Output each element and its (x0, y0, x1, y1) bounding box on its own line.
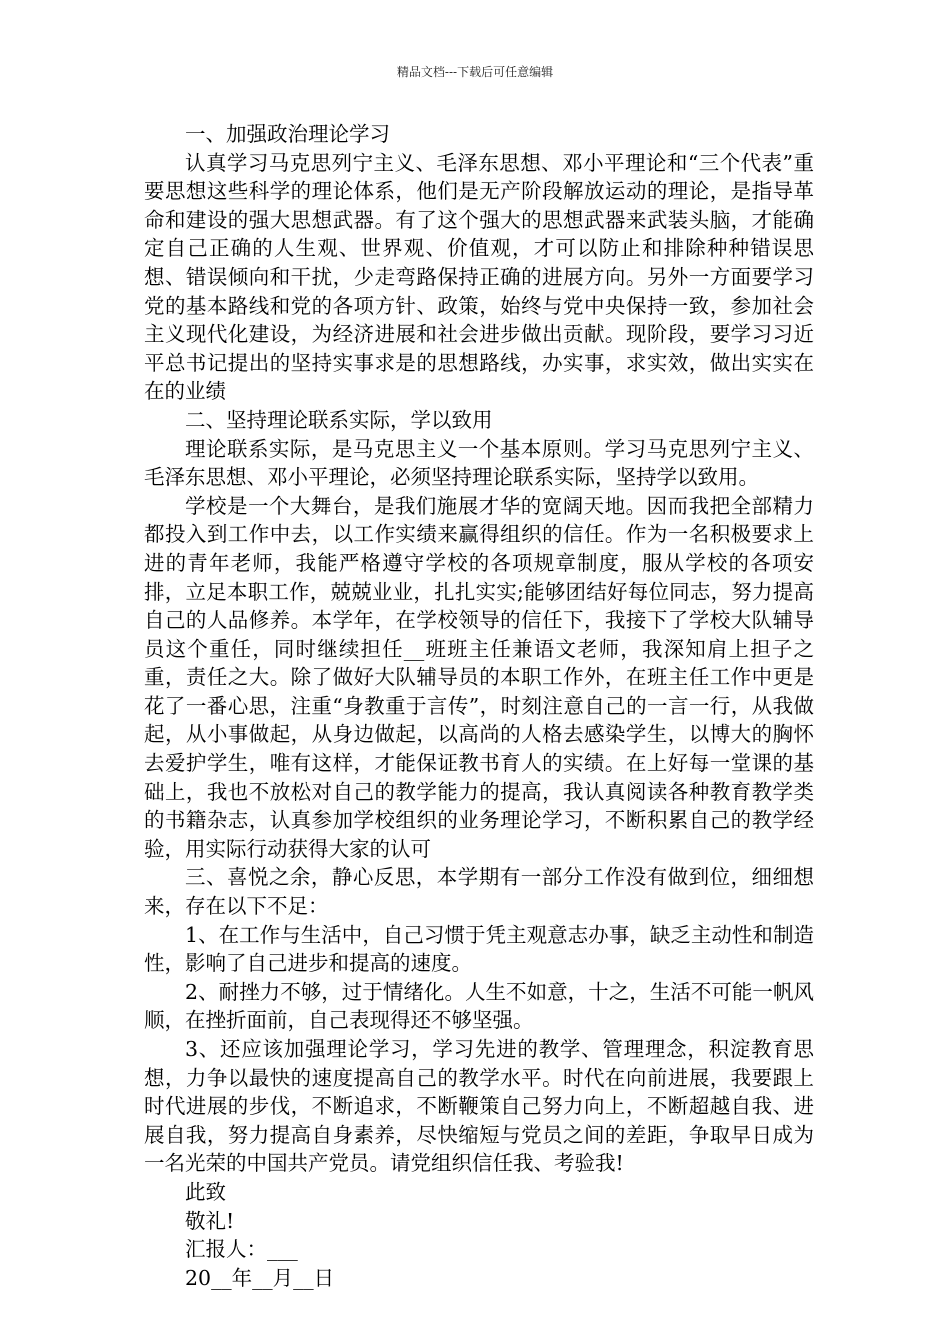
paragraph-3: 学校是一个大舞台，是我们施展才华的宽阔天地。因而我把全部精力都投入到工作中去，以工作实绩来赢得组织的信任。作为一名积极要求上进的青年老师，我能严格遵守学校的各项规章制度，服从学校的各项安排，立足本职工作，兢兢业业，扎扎实实;能够团结好每位同志，努力提高自己的人品修养。本学年，在学校领导的信任下，我接下了学校大队辅导员这个重任，同时继续担任__班班主任兼语文老师，我深知肩上担子之重，责任之大。除了做好大队辅导员的本职工作外，在班主任工作中更是花了一番心思，注重“身教重于言传”，时刻注意自己的一言一行，从我做起，从小事做起，从身边做起，以高尚的人格去感染学生，以博大的胸怀去爱护学生，唯有这样，才能保证教书育人的实绩。在上好每一堂课的基础上，我也不放松对自己的教学能力的提高，我认真阅读各种教育教学类的书籍杂志，认真参加学校组织的业务理论学习，不断积累自己的教学经验，用实际行动获得大家的认可 (144, 493, 814, 861)
list-item-1: 1、在工作与生活中，自己习惯于凭主观意志办事，缺乏主动性和制造性，影响了自己进步和提高的速度。 (144, 922, 814, 976)
date-line: 20__年__月__日 (185, 1265, 335, 1290)
reporter-line: 汇报人：___ (185, 1237, 298, 1262)
section-heading-2: 二、坚持理论联系实际，学以致用 (185, 407, 493, 432)
list-item-2: 2、耐挫力不够，过于情绪化。人生不如意，十之，生活不可能一帆风顺，在挫折面前，自己表现得还不够坚强。 (144, 979, 814, 1033)
list-item-3: 3、还应该加强理论学习，学习先进的教学、管理理念，积淀教育思想，力争以最快的速度提高自己的教学水平。时代在向前进展，我要跟上时代进展的步伐，不断追求，不断鞭策自己努力向上，不断超越自我、进展自我，努力提高自身素养，尽快缩短与党员之间的差距，争取早日成为一名光荣的中国共产党员。请党组织信任我、考验我! (144, 1037, 814, 1176)
page-header: 精品文档---下载后可任意编辑 (396, 65, 554, 79)
section-heading-1: 一、加强政治理论学习 (185, 122, 390, 146)
closing-salutation: 此致 (185, 1179, 226, 1204)
section-heading-3: 三、喜悦之余，静心反思，本学期有一部分工作没有做到位，细细想来，存在以下不足： (144, 865, 814, 919)
closing-regards: 敬礼! (185, 1208, 235, 1233)
paragraph-1: 认真学习马克思列宁主义、毛泽东思想、邓小平理论和“三个代表”重要思想这些科学的理论体系，他们是无产阶段解放运动的理论，是指导革命和建设的强大思想武器。有了这个强大的思想武器来武装头脑，才能确定自己正确的人生观、世界观、价值观，才可以防止和排除种种错误思想、错误倾向和干扰，少走弯路保持正确的进展方向。另外一方面要学习党的基本路线和党的各项方针、政策，始终与党中央保持一致，参加社会主义现代化建设，为经济进展和社会进步做出贡献。现阶段，要学习习近平总书记提出的坚持实事求是的思想路线，办实事，求实效，做出实实在在的业绩 (144, 150, 814, 404)
document-body (144, 120, 814, 1292)
paragraph-2: 理论联系实际，是马克思主义一个基本原则。学习马克思列宁主义、毛泽东思想、邓小平理论，必须坚持理论联系实际，坚持学以致用。 (144, 436, 814, 490)
